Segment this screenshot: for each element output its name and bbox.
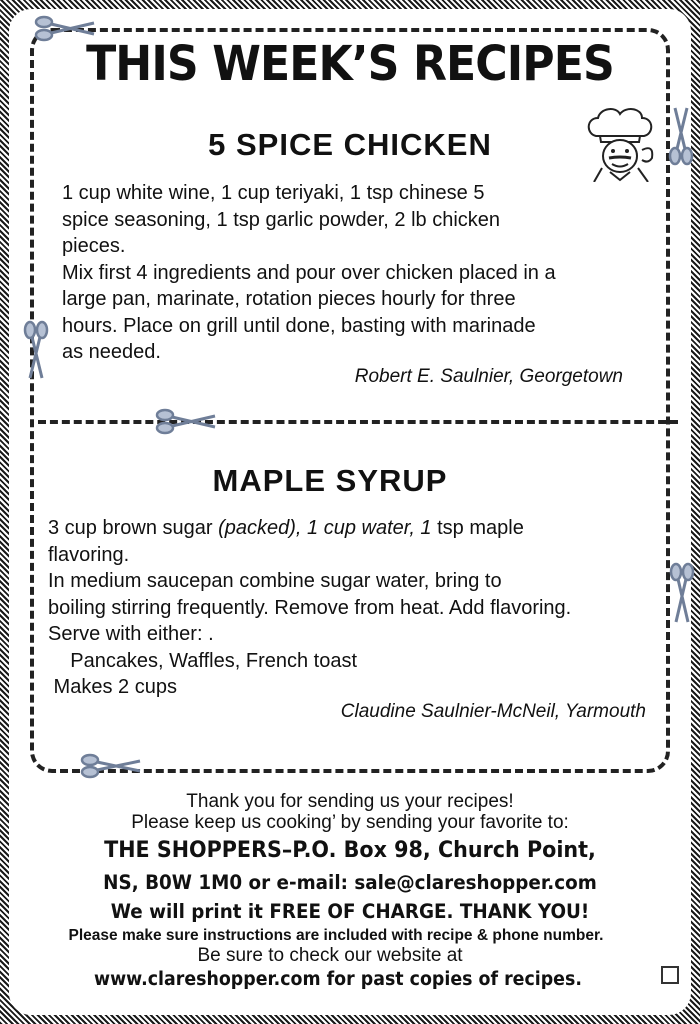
footer-email: NS, B0W 1M0 or e-mail: sale@clareshopper.com <box>103 871 597 894</box>
recipe-line-part: tsp maple <box>431 517 524 539</box>
recipe-line: Makes 2 cups <box>48 676 177 698</box>
footer-instructions-note: Please make sure instructions are included with recipe & phone number. <box>68 927 604 944</box>
recipe-line: boiling stirring frequently. Remove from heat. Add flavoring. <box>48 596 572 619</box>
cut-line-divider <box>38 420 678 424</box>
recipe-title-maple-syrup: MAPLE SYRUP <box>212 463 448 498</box>
recipe-line: Mix first 4 ingredients and pour over chicken placed in a <box>62 261 556 284</box>
page-title: THIS WEEK’S RECIPES <box>86 36 614 92</box>
footer-thanks: Thank you for sending us your recipes! <box>186 791 514 812</box>
publisher-logo-icon <box>661 966 679 984</box>
recipe-line <box>48 515 673 542</box>
recipe-line: flavoring. <box>48 543 130 566</box>
recipe-body-5-spice-chicken <box>62 180 662 366</box>
recipe-credit: Robert E. Saulnier, Georgetown <box>354 366 623 387</box>
recipe-line-part: 3 cup brown sugar <box>48 517 219 539</box>
recipe-credit: Claudine Saulnier-McNeil, Yarmouth <box>340 701 646 722</box>
scissors-icon <box>34 14 96 42</box>
footer-free-notice: We will print it FREE OF CHARGE. THANK YOU! <box>110 900 590 923</box>
recipe-line: hours. Place on grill until done, basting with marinade <box>62 314 536 337</box>
scissors-icon <box>155 406 217 436</box>
recipe-line: In medium saucepan combine sugar water, bring to <box>48 570 502 592</box>
recipe-body-maple-syrup <box>48 515 673 701</box>
footer-address: THE SHOPPERS–P.O. Box 98, Church Point, <box>104 838 596 863</box>
scissors-icon <box>22 320 50 380</box>
recipe-line: Serve with either: . <box>48 623 214 645</box>
footer-request: Please keep us cooking’ by sending your favorite to: <box>131 812 569 833</box>
scissors-icon <box>80 752 142 780</box>
recipe-line: spice seasoning, 1 tsp garlic powder, 2 lb chicken <box>62 208 501 231</box>
recipe-line-italic: (packed), 1 cup water, 1 <box>218 517 432 539</box>
recipe-line: as needed. <box>62 341 161 363</box>
footer-website: www.clareshopper.com for past copies of recipes. <box>94 969 582 990</box>
recipe-line: Pancakes, Waffles, French toast <box>48 649 358 672</box>
footer-website-intro: Be sure to check our website at <box>197 945 463 966</box>
recipe-title-5-spice-chicken: 5 SPICE CHICKEN <box>208 127 492 162</box>
recipe-line: pieces. <box>62 235 126 257</box>
recipe-line: 1 cup white wine, 1 cup teriyaki, 1 tsp chinese 5 <box>62 182 485 204</box>
recipe-line: large pan, marinate, rotation pieces hourly for three <box>62 288 516 310</box>
